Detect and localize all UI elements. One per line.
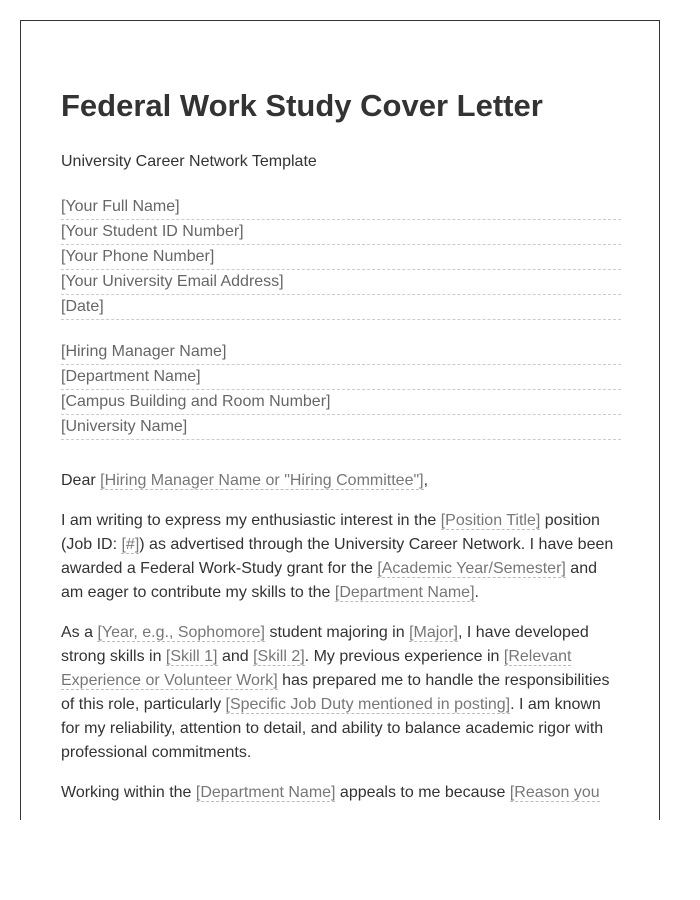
sender-phone-field: [Your Phone Number] bbox=[61, 245, 621, 270]
placeholder-job-duty: [Specific Job Duty mentioned in posting] bbox=[225, 696, 511, 713]
placeholder-department-name: [Department Name] bbox=[195, 784, 336, 801]
salutation-prefix: Dear bbox=[61, 472, 101, 489]
text-segment: and am eager to contribute my skills to the bbox=[61, 560, 597, 601]
text-segment: Working within the bbox=[61, 784, 196, 801]
sender-full-name-field: [Your Full Name] bbox=[61, 195, 621, 220]
recipient-info-block bbox=[61, 340, 621, 440]
body-paragraph-3 bbox=[61, 781, 621, 805]
text-segment: position (Job ID: bbox=[61, 512, 600, 553]
placeholder-skill-1: [Skill 1] bbox=[165, 648, 218, 665]
text-segment: ) as advertised through the University Career Network. I have been awarded a Federal Work-Study grant for the bbox=[61, 536, 614, 577]
body-paragraph-2 bbox=[61, 621, 621, 765]
sender-date-field: [Date] bbox=[61, 295, 621, 320]
text-segment: I am writing to express my enthusiastic interest in the bbox=[61, 512, 441, 529]
sender-email-field: [Your University Email Address] bbox=[61, 270, 621, 295]
page-title: Federal Work Study Cover Letter bbox=[61, 88, 543, 123]
text-segment: student majoring in bbox=[265, 624, 410, 641]
placeholder-department-name: [Department Name] bbox=[334, 584, 475, 601]
recipient-building-field: [Campus Building and Room Number] bbox=[61, 390, 621, 415]
page-subtitle: University Career Network Template bbox=[61, 153, 317, 170]
text-segment: . My previous experience in bbox=[304, 648, 504, 665]
placeholder-job-id: [#] bbox=[121, 536, 140, 553]
letter-page bbox=[20, 20, 660, 820]
placeholder-relevant-experience: [Relevant Experience or Volunteer Work] bbox=[61, 648, 572, 689]
sender-info-block bbox=[61, 195, 621, 320]
salutation-placeholder: [Hiring Manager Name or "Hiring Committee"] bbox=[100, 472, 424, 489]
placeholder-reason: [Reason you bbox=[509, 784, 600, 801]
salutation-suffix: , bbox=[423, 472, 429, 489]
text-segment: . bbox=[474, 584, 479, 601]
placeholder-major: [Major] bbox=[409, 624, 458, 641]
text-segment: . I am known for my reliability, attention to detail, and ability to balance academic rigor with professional commitments. bbox=[61, 696, 604, 761]
recipient-department-field: [Department Name] bbox=[61, 365, 621, 390]
sender-student-id-field: [Your Student ID Number] bbox=[61, 220, 621, 245]
placeholder-year: [Year, e.g., Sophomore] bbox=[97, 624, 265, 641]
text-segment: appeals to me because bbox=[335, 784, 510, 801]
placeholder-academic-year: [Academic Year/Semester] bbox=[377, 560, 566, 577]
salutation bbox=[61, 469, 621, 493]
body-paragraph-1 bbox=[61, 509, 621, 605]
placeholder-skill-2: [Skill 2] bbox=[253, 648, 305, 665]
recipient-university-field: [University Name] bbox=[61, 415, 621, 440]
recipient-manager-name-field: [Hiring Manager Name] bbox=[61, 340, 621, 365]
text-segment: , I have developed strong skills in bbox=[61, 624, 589, 665]
text-segment: and bbox=[217, 648, 254, 665]
text-segment: has prepared me to handle the responsibilities of this role, particularly bbox=[61, 672, 610, 713]
placeholder-position-title: [Position Title] bbox=[440, 512, 541, 529]
text-segment: As a bbox=[61, 624, 98, 641]
